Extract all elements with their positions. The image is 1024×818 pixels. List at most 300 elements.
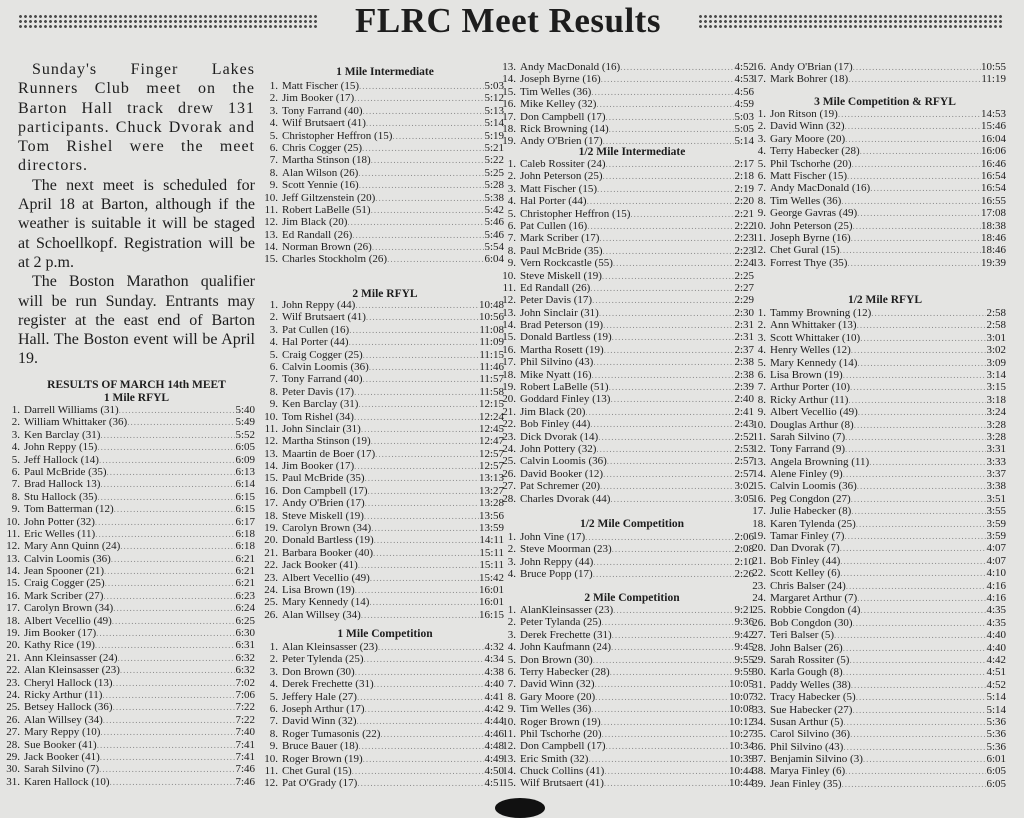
result-row — [258, 777, 504, 789]
leader-dots — [358, 398, 479, 410]
result-row — [496, 443, 754, 455]
runner-name: Marya Finley (6) — [770, 765, 846, 778]
result-place: 8. — [757, 393, 766, 406]
result-row — [0, 602, 255, 614]
runner-name: Derek Frechette (31) — [282, 678, 374, 691]
leader-dots — [845, 120, 981, 132]
runner-name: Goddard Finley (13) — [520, 393, 611, 406]
runner-name: Peg Congdon (27) — [770, 492, 851, 505]
result-row — [496, 716, 754, 728]
result-place: 6. — [507, 219, 516, 232]
result-place: 12. — [502, 740, 516, 753]
result-time: 4:59 — [734, 98, 754, 111]
runner-name: Don Campbell (17) — [520, 740, 606, 753]
result-place: 7. — [507, 678, 516, 691]
result-row — [496, 740, 754, 752]
runner-name: Jon Ritson (19) — [770, 108, 838, 120]
runner-name: Don Brown (30) — [282, 665, 355, 678]
runner-name: Terry Habecker (28) — [520, 665, 610, 678]
result-place: 6. — [507, 665, 516, 678]
result-row — [746, 530, 1006, 542]
runner-name: Don Brown (30) — [520, 653, 593, 666]
leader-dots — [613, 604, 734, 616]
result-place: 21. — [752, 554, 766, 567]
leader-dots — [853, 220, 981, 232]
result-place: 14. — [6, 565, 20, 578]
result-time: 4:10 — [986, 567, 1006, 580]
result-place: 24. — [264, 583, 278, 596]
leader-dots — [357, 691, 485, 703]
result-place: 15. — [502, 777, 516, 790]
runner-name: Donald Bartless (19) — [282, 534, 374, 547]
runner-name: Roger Tumasonis (22) — [282, 727, 381, 740]
result-time: 3:51 — [986, 492, 1006, 505]
race-title: 1/2 Mile Competition — [579, 518, 685, 530]
result-place: 17. — [502, 110, 516, 123]
result-time: 2:31 — [734, 319, 754, 332]
runner-name: Terry Habecker (28) — [770, 145, 860, 158]
leader-dots — [610, 393, 734, 405]
result-place: 12. — [502, 294, 516, 307]
result-time: 6:04 — [484, 253, 504, 266]
runner-name: Ricky Arthur (11) — [770, 393, 849, 406]
leader-dots — [368, 485, 479, 497]
runner-name: Brad Hallock 13) — [24, 478, 101, 491]
result-place: 2. — [269, 653, 278, 666]
results-list — [496, 531, 754, 581]
leader-dots — [349, 324, 479, 336]
result-row — [746, 108, 1006, 120]
result-row — [496, 111, 754, 123]
runner-name: Gary Moore (20) — [520, 690, 596, 703]
result-place: 6. — [757, 169, 766, 182]
runner-name: Phil Tschorhe (20) — [520, 727, 602, 740]
result-place: 17. — [264, 497, 278, 510]
runner-name: Mary Reppy (10) — [24, 726, 101, 739]
result-time: 6:25 — [235, 614, 255, 627]
runner-name: Peter Tylenda (25) — [282, 653, 364, 666]
runner-name: Christopher Heffron (15) — [282, 129, 393, 142]
result-place: 2. — [507, 543, 516, 556]
runner-name: Tamar Finley (7) — [770, 530, 845, 543]
leader-dots — [595, 691, 729, 703]
result-place: 12. — [752, 443, 766, 456]
leader-dots — [97, 739, 236, 751]
results-list — [746, 108, 1006, 269]
result-row — [496, 369, 754, 381]
leader-dots — [870, 182, 981, 194]
result-time: 2:08 — [734, 543, 754, 556]
result-place: 13. — [752, 455, 766, 468]
result-row — [496, 356, 754, 368]
leader-dots — [372, 241, 485, 253]
result-row — [0, 491, 255, 503]
result-row — [258, 534, 504, 546]
leader-dots — [378, 641, 485, 653]
runner-name: Julie Habecker (8) — [770, 505, 852, 518]
result-row — [258, 435, 504, 447]
result-row — [746, 332, 1006, 344]
leader-dots — [602, 270, 735, 282]
result-place: 14. — [502, 765, 516, 778]
result-place: 39. — [752, 777, 766, 790]
result-place: 19. — [264, 522, 278, 535]
runner-name: Calvin Loomis (36) — [24, 552, 111, 565]
runner-name: Matt Fischer (15) — [282, 80, 359, 92]
leader-dots — [104, 565, 235, 577]
result-time: 3:02 — [734, 480, 754, 493]
result-row — [496, 220, 754, 232]
result-row — [496, 629, 754, 641]
runner-name: Tony Farrand (40) — [282, 104, 363, 117]
result-row — [258, 596, 504, 608]
result-time: 4:40 — [484, 678, 504, 691]
leader-dots — [857, 357, 986, 369]
result-place: 28. — [752, 641, 766, 654]
result-row — [746, 244, 1006, 256]
result-row — [496, 531, 754, 543]
result-time: 4:48 — [484, 740, 504, 753]
result-row — [258, 311, 504, 323]
runner-name: Pat Schremer (20) — [520, 480, 601, 493]
result-place: 9. — [269, 398, 278, 411]
leader-dots — [845, 443, 986, 455]
runner-name: Andy MacDonald (16) — [520, 61, 621, 73]
result-row — [746, 120, 1006, 132]
result-place: 22. — [752, 567, 766, 580]
leader-dots — [112, 615, 236, 627]
leader-dots — [604, 777, 729, 789]
runner-name: John Peterson (25) — [520, 170, 603, 183]
result-time: 15:11 — [479, 559, 504, 572]
result-time: 3:59 — [986, 517, 1006, 530]
result-time: 7:06 — [235, 688, 255, 701]
result-time: 4:16 — [986, 591, 1006, 604]
result-time: 2:29 — [734, 294, 754, 307]
race-title: 1/2 Mile Intermediate — [578, 146, 686, 158]
leader-dots — [587, 195, 735, 207]
result-time: 2:31 — [734, 331, 754, 344]
runner-name: Andy O'Brien (17) — [520, 135, 603, 148]
leader-dots — [860, 604, 986, 616]
result-time: 2:18 — [734, 170, 754, 183]
runner-name: Albert Vecellio (49) — [282, 571, 370, 584]
leader-dots — [361, 609, 479, 621]
runner-name: George Gavras (49) — [770, 207, 858, 220]
result-row — [0, 478, 255, 490]
result-place: 25. — [6, 701, 20, 714]
result-place: 6. — [269, 702, 278, 715]
result-time: 10:44 — [728, 777, 754, 790]
result-place: 10. — [6, 515, 20, 528]
result-row — [496, 307, 754, 319]
runner-name: John Peterson (25) — [770, 219, 853, 232]
result-time: 9:59 — [734, 665, 754, 678]
result-place: 3. — [269, 665, 278, 678]
runner-name: Wilf Brutsaert (41) — [282, 117, 366, 130]
leader-dots — [852, 158, 981, 170]
result-row — [746, 232, 1006, 244]
leader-dots — [362, 142, 484, 154]
result-place: 15. — [502, 85, 516, 98]
result-time: 11:09 — [479, 336, 504, 349]
result-time: 2:40 — [734, 393, 754, 406]
leader-dots — [95, 639, 236, 651]
result-row — [496, 431, 754, 443]
result-row — [496, 616, 754, 628]
result-time: 5:19 — [484, 129, 504, 142]
leader-dots — [593, 556, 734, 568]
runner-name: Jeff Giltzenstein (20) — [282, 191, 376, 204]
result-place: 14. — [752, 468, 766, 481]
result-row — [0, 590, 255, 602]
runner-name: Phil Silvino (43) — [770, 740, 844, 753]
leader-dots — [591, 369, 734, 381]
result-place: 2. — [269, 92, 278, 105]
runner-name: Jean Spooner (21) — [24, 565, 105, 578]
result-place: 1. — [757, 307, 766, 319]
leader-dots — [357, 715, 485, 727]
leader-dots — [117, 652, 235, 664]
runner-name: Ann Whittaker (13) — [770, 319, 857, 332]
result-place: 5. — [11, 453, 20, 466]
leader-dots — [596, 443, 734, 455]
result-place: 5. — [507, 207, 516, 220]
result-time: 7:41 — [235, 750, 255, 763]
result-time: 2:23 — [734, 232, 754, 245]
result-time: 2:27 — [734, 281, 754, 294]
runner-name: Margaret Arthur (7) — [770, 591, 858, 604]
result-place: 22. — [264, 559, 278, 572]
result-time: 4:46 — [484, 727, 504, 740]
runner-name: David Winn (32) — [520, 678, 595, 691]
race-title: 2 Mile Competition — [584, 592, 680, 604]
leader-dots — [354, 386, 479, 398]
result-place: 23. — [264, 571, 278, 584]
leader-dots — [838, 108, 981, 120]
result-place: 3. — [757, 331, 766, 344]
leader-dots — [114, 503, 236, 515]
result-place: 10. — [502, 715, 516, 728]
result-row — [496, 123, 754, 135]
result-place: 5. — [757, 356, 766, 369]
result-place: 9. — [507, 703, 516, 716]
result-time: 4:35 — [986, 616, 1006, 629]
result-time: 4:34 — [484, 653, 504, 666]
result-time: 11:57 — [479, 373, 504, 386]
result-row — [258, 336, 504, 348]
article-paragraph: Sunday's Finger Lakes Runners Club meet on the Barton Hall track drew 131 participants. Chuck Dvorak and Tom Rishel were the meet directors. — [18, 61, 255, 175]
result-time: 4:52 — [986, 678, 1006, 691]
runner-name: Calvin Loomis (36) — [282, 360, 369, 373]
leader-dots — [358, 559, 480, 571]
leader-dots — [851, 232, 981, 244]
result-row — [496, 641, 754, 653]
result-time: 3:55 — [986, 505, 1006, 518]
result-row — [746, 133, 1006, 145]
runner-name: Albert Vecellio (49) — [24, 614, 112, 627]
result-row — [258, 559, 504, 571]
runner-name: Karla Gough (8) — [770, 666, 843, 679]
result-place: 25. — [752, 604, 766, 617]
result-row — [746, 145, 1006, 157]
result-row — [0, 739, 255, 751]
leader-dots — [607, 455, 735, 467]
runner-name: Peter Tylanda (25) — [520, 616, 602, 629]
result-place: 2. — [757, 319, 766, 332]
runner-name: Sarah Rossiter (5) — [770, 653, 850, 666]
leader-dots — [843, 716, 986, 728]
result-row — [746, 542, 1006, 554]
runner-name: Mary Kennedy (14) — [282, 596, 370, 609]
leader-dots — [611, 641, 734, 653]
leader-dots — [602, 728, 729, 740]
runner-name: Norman Brown (26) — [282, 241, 372, 254]
runner-name: Paul McBride (35) — [24, 465, 107, 478]
result-row — [258, 753, 504, 765]
result-time: 2:25 — [734, 269, 754, 282]
result-row — [258, 740, 504, 752]
result-row — [746, 394, 1006, 406]
result-time: 3:01 — [986, 331, 1006, 344]
result-time: 18:38 — [980, 219, 1006, 232]
result-row — [746, 61, 1006, 73]
result-row — [746, 679, 1006, 691]
runner-name: Jack Booker (41) — [24, 750, 100, 763]
leader-dots — [355, 666, 485, 678]
result-place: 6. — [269, 141, 278, 154]
result-place: 8. — [507, 690, 516, 703]
result-place: 14. — [264, 241, 278, 254]
leader-dots — [843, 741, 986, 753]
runner-name: Betsey Hallock (36) — [24, 701, 113, 714]
leader-dots — [846, 580, 987, 592]
result-time: 5:49 — [235, 416, 255, 429]
runner-name: Joseph Byrne (16) — [770, 231, 851, 244]
result-place: 3. — [507, 628, 516, 641]
runner-name: Hal Porter (44) — [520, 195, 587, 208]
result-row — [746, 182, 1006, 194]
result-row — [258, 472, 504, 484]
result-time: 12:15 — [478, 398, 504, 411]
result-time: 5:14 — [986, 703, 1006, 716]
runner-name: Alan Kleinsasser (23) — [24, 664, 120, 677]
result-time: 7:46 — [235, 763, 255, 776]
result-time: 10:48 — [478, 299, 504, 311]
result-row — [258, 192, 504, 204]
leader-dots — [371, 435, 479, 447]
result-time: 7:22 — [235, 701, 255, 714]
runner-name: Phil Silvino (43) — [520, 356, 594, 369]
result-time: 7:02 — [235, 676, 255, 689]
result-time: 10:39 — [728, 752, 754, 765]
runner-name: Pat O'Grady (17) — [282, 777, 358, 790]
result-time: 2:17 — [734, 158, 754, 170]
result-row — [0, 763, 255, 775]
result-place: 11. — [264, 422, 278, 435]
result-time: 6:21 — [235, 577, 255, 590]
runner-name: Teri Balser (5) — [770, 629, 834, 642]
result-row — [746, 369, 1006, 381]
result-place: 31. — [752, 678, 766, 691]
leader-dots — [120, 664, 236, 676]
result-time: 2:30 — [734, 306, 754, 319]
leader-dots — [100, 726, 235, 738]
result-place: 4. — [269, 336, 278, 349]
runner-name: Ken Barclay (31) — [282, 398, 359, 411]
runner-name: Mike Nyatt (16) — [520, 368, 592, 381]
result-row — [258, 497, 504, 509]
leader-dots — [860, 145, 981, 157]
result-time: 18:46 — [980, 231, 1006, 244]
result-time: 13:27 — [478, 484, 504, 497]
result-row — [258, 204, 504, 216]
result-row — [0, 701, 255, 713]
result-row — [496, 418, 754, 430]
leader-dots — [105, 577, 236, 589]
result-place: 4. — [507, 568, 516, 581]
title-band-right — [698, 14, 1004, 28]
result-place: 3. — [757, 132, 766, 145]
leader-dots — [352, 229, 484, 241]
leader-dots — [111, 553, 236, 565]
result-time: 4:42 — [484, 702, 504, 715]
result-place: 3. — [507, 182, 516, 195]
result-row — [258, 423, 504, 435]
result-time: 5:21 — [484, 141, 504, 154]
result-row — [496, 777, 754, 789]
results-list — [496, 604, 754, 790]
leader-dots — [840, 244, 981, 256]
runner-name: Jim Booker (17) — [24, 627, 97, 640]
result-row — [746, 493, 1006, 505]
runner-name: Mark Bohrer (18) — [770, 73, 849, 86]
leader-dots — [843, 468, 987, 480]
runner-name: Roger Brown (19) — [282, 752, 363, 765]
result-time: 6:01 — [986, 753, 1006, 766]
leader-dots — [359, 80, 484, 92]
leader-dots — [603, 468, 734, 480]
result-row — [746, 567, 1006, 579]
result-place: 8. — [507, 244, 516, 257]
result-place: 28. — [6, 738, 20, 751]
runner-name: Stu Hallock (35) — [24, 490, 98, 503]
runner-name: Steve Miskell (19) — [282, 509, 364, 522]
result-place: 18. — [502, 368, 516, 381]
leader-dots — [834, 629, 986, 641]
runner-name: Martha Rosett (19) — [520, 343, 604, 356]
runner-name: Chet Gural (15) — [282, 764, 352, 777]
result-time: 5:14 — [986, 691, 1006, 704]
result-row — [746, 195, 1006, 207]
result-time: 13:28 — [478, 497, 504, 510]
result-time: 6:18 — [235, 540, 255, 553]
runner-name: Pat Cullen (16) — [282, 323, 350, 336]
runner-name: Alan Willsey (34) — [24, 713, 103, 726]
result-row — [496, 654, 754, 666]
leader-dots — [600, 480, 734, 492]
leader-dots — [99, 763, 235, 775]
result-time: 7:22 — [235, 713, 255, 726]
result-time: 2:58 — [986, 307, 1006, 319]
runner-name: Paul McBride (35) — [282, 472, 365, 485]
leader-dots — [588, 753, 729, 765]
result-time: 4:40 — [986, 629, 1006, 642]
result-time: 4:07 — [986, 542, 1006, 555]
runner-name: Tim Welles (36) — [770, 194, 842, 207]
result-place: 2. — [269, 311, 278, 324]
runner-name: John Vine (17) — [520, 531, 586, 543]
